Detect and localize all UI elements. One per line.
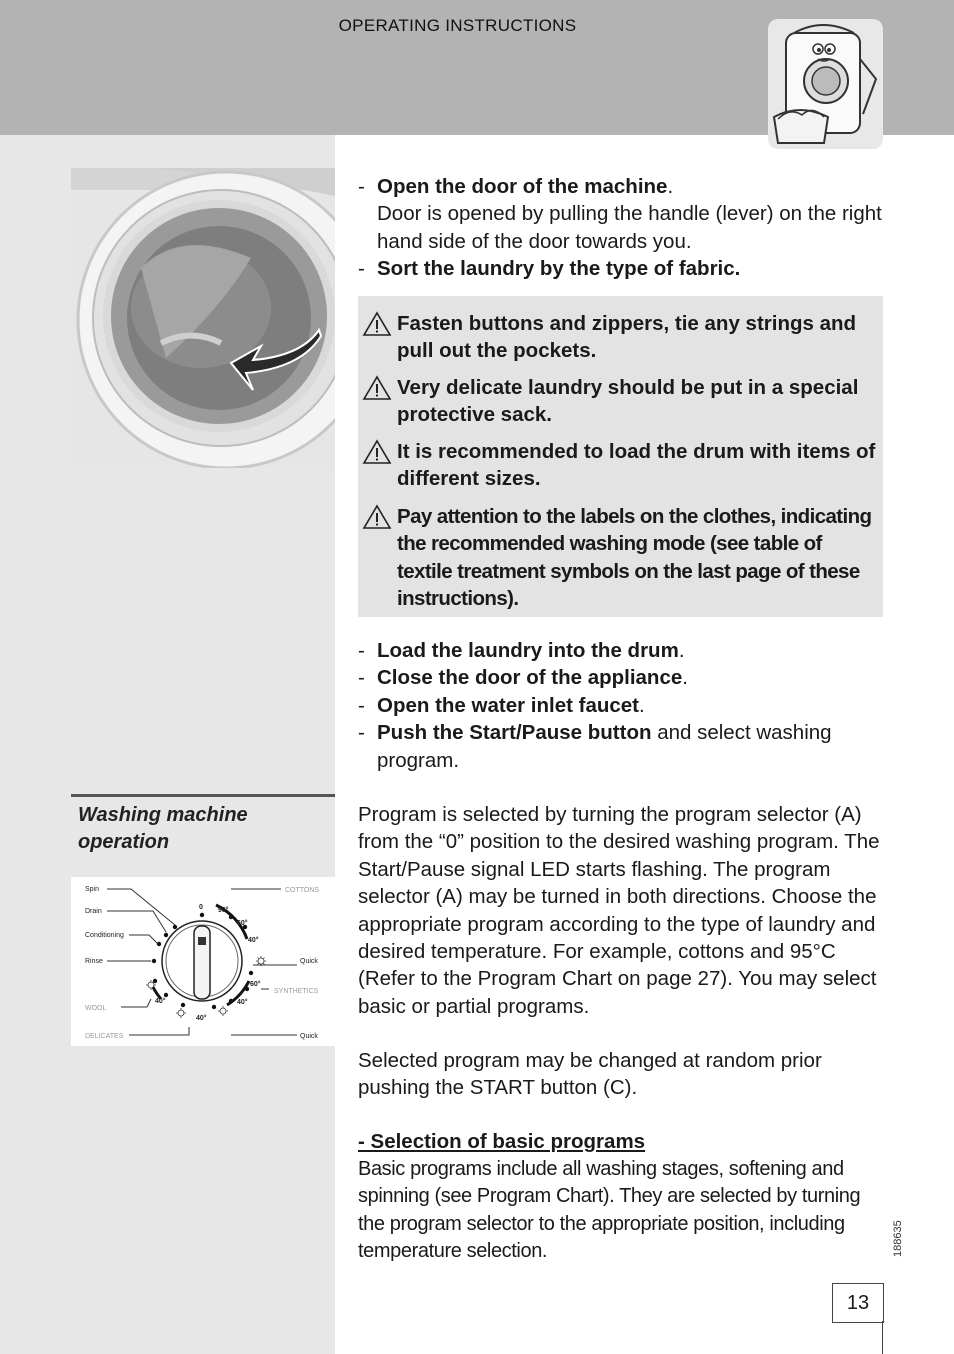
dial-label-quick: Quick bbox=[300, 958, 318, 965]
dial-temp: 60° bbox=[250, 981, 261, 988]
dial-label-delicates: DELICATES bbox=[85, 1033, 124, 1040]
dial-label-rinse: Rinse bbox=[85, 958, 103, 965]
document-code: 188635 bbox=[892, 1220, 904, 1257]
step-open-door-note: Door is opened by pulling the handle (lever) on the right hand side of the door towards you. bbox=[377, 202, 882, 253]
dial-temp: 95° bbox=[218, 907, 229, 914]
section-divider bbox=[71, 794, 335, 797]
section-title: Washing machine operation bbox=[78, 804, 248, 853]
page-number: 13 bbox=[832, 1283, 884, 1323]
page-header bbox=[0, 0, 954, 135]
warning-item bbox=[362, 310, 877, 365]
warning-triangle-icon bbox=[362, 439, 392, 465]
dial-label-spin: Spin bbox=[85, 886, 100, 893]
warning-item bbox=[362, 438, 877, 493]
step-push-start: - Push the Start/Pause button and select washing program. bbox=[358, 721, 832, 772]
warning-triangle-icon bbox=[362, 311, 392, 337]
step-bold: Close the door of the appliance bbox=[377, 666, 683, 690]
dial-temp: 60° bbox=[237, 920, 248, 927]
dial-temp: 40° bbox=[155, 998, 166, 1005]
dial-label-drain: Drain bbox=[85, 908, 102, 915]
warning-triangle-icon bbox=[362, 504, 392, 530]
step-rest: and select washing program. bbox=[377, 721, 832, 772]
step-bold: Push the Start/Pause button bbox=[377, 721, 652, 745]
basic-programs-text: Basic programs include all washing stages, softening and spinning (see Program Chart). They are selected by turning the program selector to the appropriate position, including temperature selection. bbox=[358, 1158, 861, 1263]
header-title: OPERATING INSTRUCTIONS bbox=[338, 16, 577, 35]
washing-machine-mascot-icon bbox=[768, 19, 883, 149]
dial-label-quick-2: Quick bbox=[300, 1033, 318, 1040]
basic-programs-heading: - Selection of basic programs bbox=[358, 1130, 646, 1153]
warning-triangle-icon bbox=[362, 375, 392, 401]
dial-label-conditioning: Conditioning bbox=[85, 932, 124, 939]
warning-text: It is recommended to load the drum with items of different sizes. bbox=[397, 440, 876, 491]
page-number-line bbox=[882, 1321, 883, 1354]
step-rest: . bbox=[678, 639, 685, 662]
step-sort-laundry-bold: Sort the laundry by the type of fabric. bbox=[377, 257, 741, 281]
steps-bottom bbox=[358, 637, 886, 774]
warning-item bbox=[362, 374, 877, 429]
step-open-door-bold: Open the door of the machine bbox=[377, 175, 668, 198]
dial-label-cottons: COTTONS bbox=[285, 887, 320, 894]
step-open-door: - Open the door of the machine. Door is opened by pulling the handle (lever) on the right hand side of the door towards you. bbox=[358, 175, 882, 253]
machine-door-photo bbox=[71, 168, 335, 468]
operation-paragraph-1: Program is selected by turning the program selector (A) from the “0” position to the desired washing program. The Start/Pause signal LED starts flashing. The program selector (A) may be turned in both directions. Choose the appropriate program according to the type of laundry and desired temperature. For example, cottons and 95°C (Refer to the Program Chart on page 27). You may select basic or partial programs. bbox=[358, 803, 880, 1018]
step-rest: . bbox=[682, 666, 688, 690]
warning-text: Fasten buttons and zippers, tie any strings and pull out the pockets. bbox=[397, 312, 857, 363]
step-rest: . bbox=[639, 693, 645, 717]
warnings-box bbox=[358, 296, 883, 617]
dial-temp: 40° bbox=[196, 1015, 207, 1022]
step-bold: Open the water inlet faucet bbox=[377, 693, 639, 717]
program-selector-diagram bbox=[71, 877, 335, 1046]
step-sort-laundry: - Sort the laundry by the type of fabric. bbox=[358, 257, 741, 281]
warning-text: Pay attention to the labels on the clothes, indicating the recommended washing mode (see table of textile treatment symbols on the last page of these instructions). bbox=[397, 505, 872, 611]
warning-item bbox=[362, 503, 877, 613]
dial-temp: 0 bbox=[199, 904, 203, 911]
steps-top bbox=[358, 173, 883, 283]
step-open-door-rest: . bbox=[667, 175, 674, 198]
step-close-door: - Close the door of the appliance. bbox=[358, 666, 688, 690]
warning-text: Very delicate laundry should be put in a special protective sack. bbox=[397, 376, 859, 427]
step-load-laundry: - Load the laundry into the drum. bbox=[358, 639, 685, 662]
step-open-faucet: - Open the water inlet faucet. bbox=[358, 693, 645, 717]
dial-temp: 40° bbox=[248, 937, 259, 944]
dial-label-synthetics: SYNTHETICS bbox=[274, 988, 319, 995]
dial-temp: 40° bbox=[237, 999, 248, 1006]
dial-label-wool: WOOL bbox=[85, 1005, 107, 1012]
step-bold: Load the laundry into the drum bbox=[377, 639, 679, 662]
operation-paragraph-2: Selected program may be changed at random prior pushing the START button (C). bbox=[358, 1049, 822, 1100]
